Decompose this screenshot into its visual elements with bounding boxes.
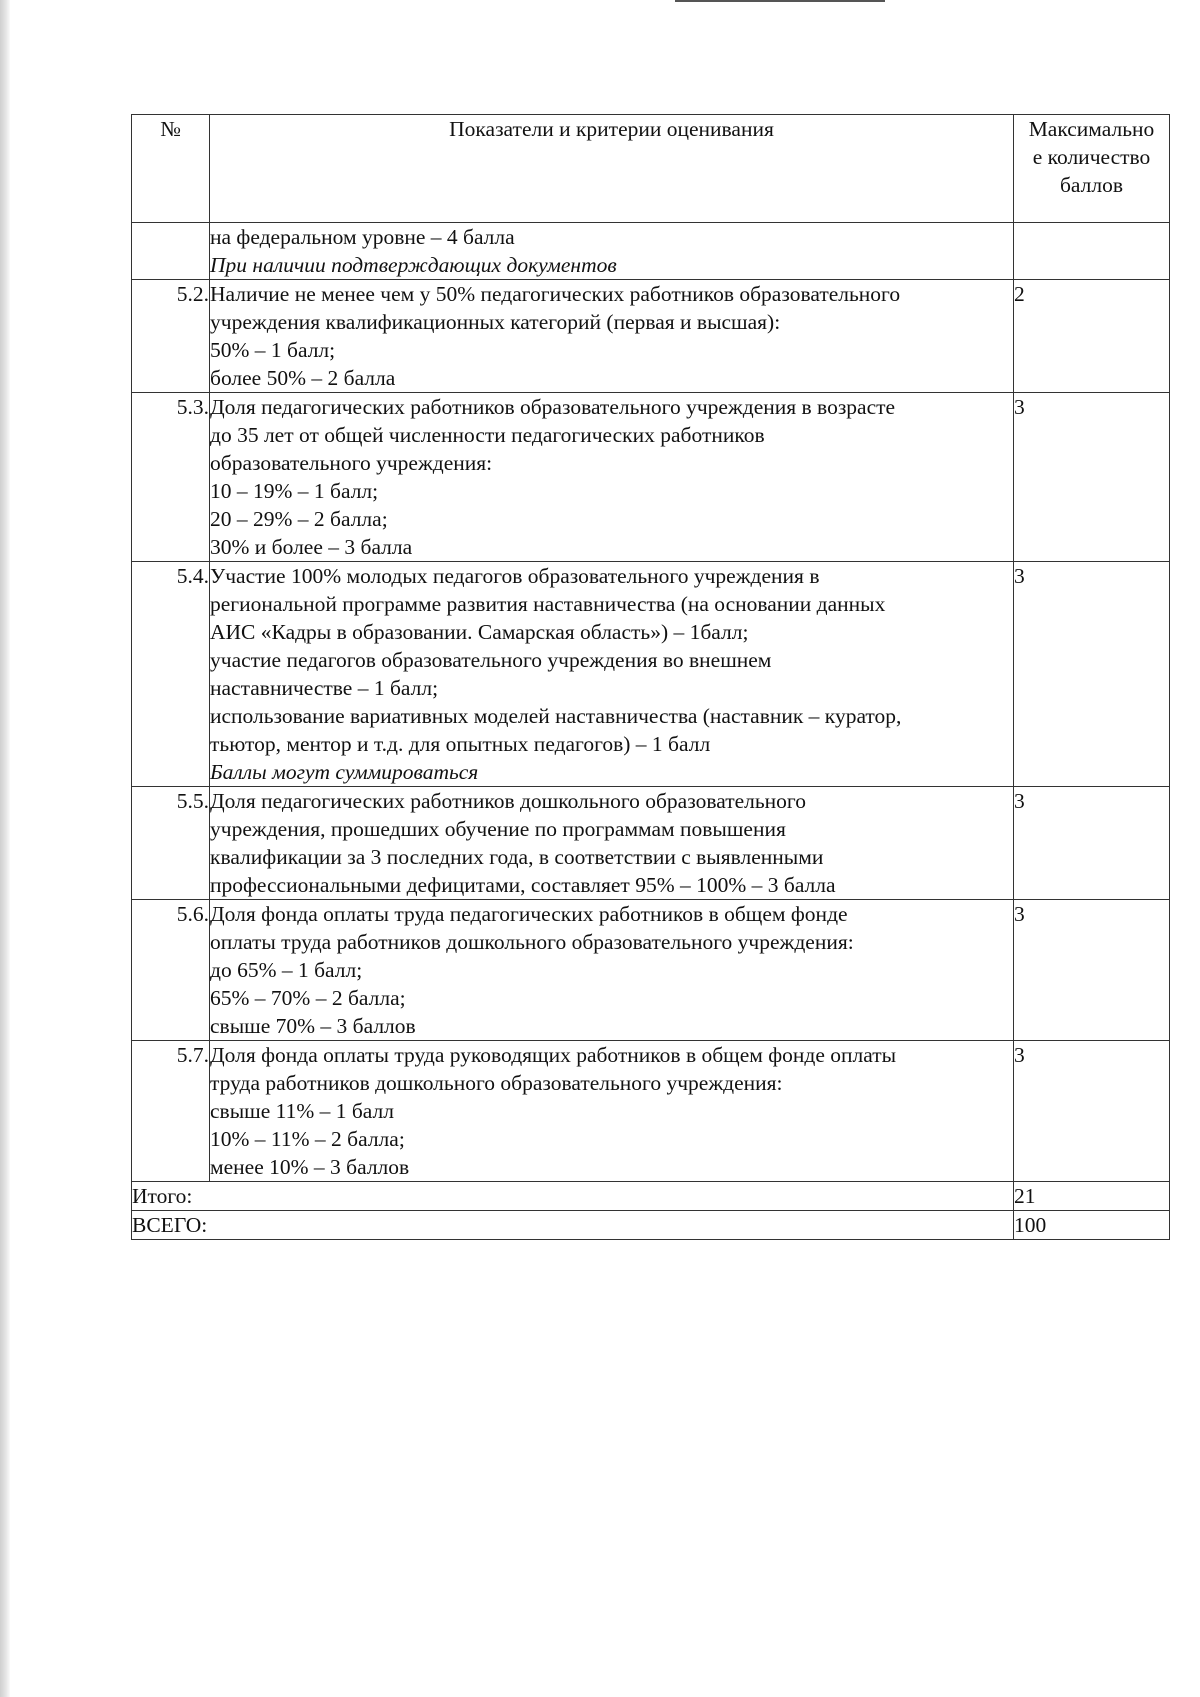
row-criteria <box>210 562 1014 787</box>
total-row <box>132 1211 1170 1240</box>
header-max-points <box>1014 115 1170 223</box>
criteria-line: оплаты труда работников дошкольного образовательного учреждения: <box>210 930 854 954</box>
criteria-line: Доля фонда оплаты труда педагогических работников в общем фонде <box>210 902 848 926</box>
criteria-line: учреждения квалификационных категорий (первая и высшая): <box>210 310 781 334</box>
totals-rows <box>132 1182 1170 1240</box>
header-max-line: баллов <box>1059 173 1124 197</box>
criteria-line: менее 10% – 3 баллов <box>210 1155 410 1179</box>
total-value: 21 <box>1014 1182 1170 1211</box>
table-row <box>132 393 1170 562</box>
criteria-line: свыше 70% – 3 баллов <box>210 1014 416 1038</box>
criteria-line: образовательного учреждения: <box>210 451 493 475</box>
header-criteria: Показатели и критерии оценивания <box>210 115 1014 223</box>
row-criteria <box>210 787 1014 900</box>
row-criteria <box>210 280 1014 393</box>
row-number: 5.6. <box>132 900 210 1041</box>
scan-edge <box>0 0 10 1697</box>
criteria-line: 10% – 11% – 2 балла; <box>210 1127 405 1151</box>
row-number: 5.4. <box>132 562 210 787</box>
table-row <box>132 280 1170 393</box>
criteria-line: 20 – 29% – 2 балла; <box>210 507 388 531</box>
criteria-line: тьютор, ментор и т.д. для опытных педагогов) – 1 балл <box>210 732 711 756</box>
total-row <box>132 1182 1170 1211</box>
criteria-line: использование вариативных моделей наставничества (наставник – куратор, <box>210 704 902 728</box>
criteria-line: труда работников дошкольного образовательного учреждения: <box>210 1071 783 1095</box>
criteria-line: 10 – 19% – 1 балл; <box>210 479 379 503</box>
row-max-points: 3 <box>1014 787 1170 900</box>
total-label: Итого: <box>132 1182 1014 1211</box>
row-number: 5.5. <box>132 787 210 900</box>
row-criteria <box>210 393 1014 562</box>
criteria-line: Доля педагогических работников дошкольного образовательного <box>210 789 806 813</box>
total-value: 100 <box>1014 1211 1170 1240</box>
criteria-line: учреждения, прошедших обучение по программам повышения <box>210 817 786 841</box>
header-row <box>132 115 1170 223</box>
criteria-note: При наличии подтверждающих документов <box>210 253 617 277</box>
criteria-line: до 65% – 1 балл; <box>210 958 363 982</box>
header-number: № <box>132 115 210 223</box>
criteria-line: более 50% – 2 балла <box>210 366 396 390</box>
criteria-line: 30% и более – 3 балла <box>210 535 413 559</box>
row-criteria <box>210 223 1014 280</box>
row-number: 5.3. <box>132 393 210 562</box>
criteria-line: Участие 100% молодых педагогов образовательного учреждения в <box>210 564 820 588</box>
row-max-points: 3 <box>1014 900 1170 1041</box>
criteria-line: наставничестве – 1 балл; <box>210 676 439 700</box>
criteria-line: профессиональными дефицитами, составляет 95% – 100% – 3 балла <box>210 873 836 897</box>
table-row <box>132 900 1170 1041</box>
criteria-line: квалификации за 3 последних года, в соответствии с выявленными <box>210 845 824 869</box>
header-max-line: Максимально <box>1028 117 1155 141</box>
criteria-line: 65% – 70% – 2 балла; <box>210 986 406 1010</box>
criteria-line: АИС «Кадры в образовании. Самарская область») – 1балл; <box>210 620 749 644</box>
table-row <box>132 787 1170 900</box>
table-row <box>132 1041 1170 1182</box>
criteria-line: Доля педагогических работников образовательного учреждения в возрасте <box>210 395 896 419</box>
row-criteria <box>210 900 1014 1041</box>
criteria-line: региональной программе развития наставничества (на основании данных <box>210 592 886 616</box>
row-number: 5.2. <box>132 280 210 393</box>
criteria-line: Доля фонда оплаты труда руководящих работников в общем фонде оплаты <box>210 1043 897 1067</box>
criteria-line: на федеральном уровне – 4 балла <box>210 225 515 249</box>
header-max-line: е количество <box>1032 145 1151 169</box>
row-criteria <box>210 1041 1014 1182</box>
criteria-line: до 35 лет от общей численности педагогических работников <box>210 423 765 447</box>
criteria-line: свыше 11% – 1 балл <box>210 1099 394 1123</box>
row-max-points: 3 <box>1014 393 1170 562</box>
row-max-points: 2 <box>1014 280 1170 393</box>
table-row <box>132 562 1170 787</box>
row-max-points <box>1014 223 1170 280</box>
criteria-table <box>131 114 1170 1240</box>
criteria-line: Наличие не менее чем у 50% педагогических работников образовательного <box>210 282 901 306</box>
criteria-line: 50% – 1 балл; <box>210 338 336 362</box>
total-label: ВСЕГО: <box>132 1211 1014 1240</box>
criteria-note: Баллы могут суммироваться <box>210 760 479 784</box>
criteria-line: участие педагогов образовательного учреждения во внешнем <box>210 648 772 672</box>
row-number <box>132 223 210 280</box>
top-mark <box>675 0 885 2</box>
criteria-rows <box>132 223 1170 1182</box>
row-number: 5.7. <box>132 1041 210 1182</box>
row-max-points: 3 <box>1014 562 1170 787</box>
table-row <box>132 223 1170 280</box>
row-max-points: 3 <box>1014 1041 1170 1182</box>
